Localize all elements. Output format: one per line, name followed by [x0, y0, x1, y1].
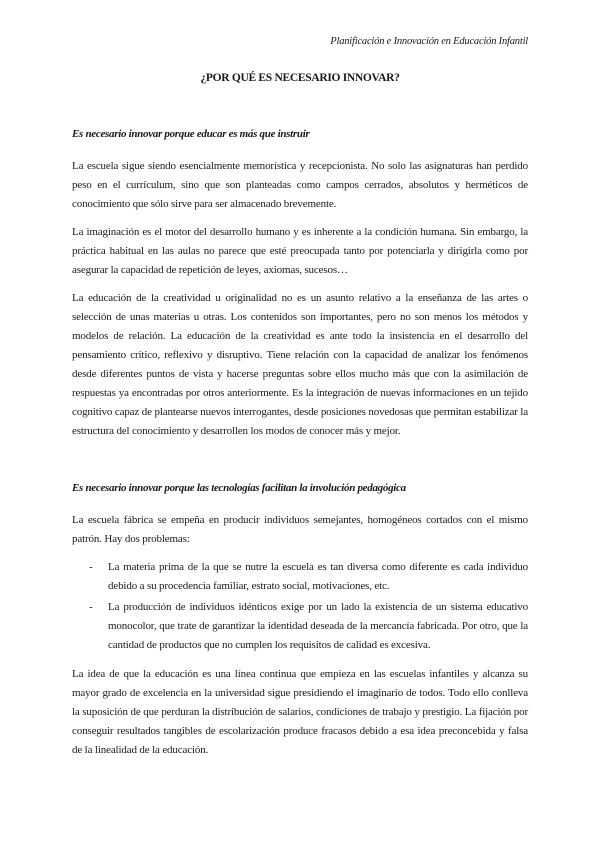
section-educar-instruir	[72, 127, 528, 441]
section-heading: Es necesario innovar porque educar es más que instruir	[72, 128, 310, 140]
paragraph: La idea de que la educación es una línea continua que empieza en las escuelas infantiles y alcanza su mayor grado de excelencia en la universidad sigue presidiendo el imaginario de todos. Todo ello conlleva la suposición de que perduran la distribución de salarios, condiciones de trabajo y prestigio. La fijación por conseguir resultados tangibles de escolarización produce fracasos debido a esa idea preconcebida y falsa de la linealidad de la educación.	[72, 668, 528, 756]
problem-list	[72, 558, 528, 655]
section-tecnologias	[72, 481, 528, 760]
paragraph: La escuela sigue siendo esencialmente memorística y recepcionista. No solo las asignaturas han perdido peso en el currículum, sino que son planteadas como campos cerrados, absolutos y herméticos de conocimiento que sólo sirve para ser almacenado brevemente.	[72, 160, 528, 210]
list-item-text: La producción de individuos idénticos exige por un lado la existencia de un sistema educativo monocolor, que trate de garantizar la identidad deseada de la mercancía fabricada. Por otro, que la cantidad de productos que no cumplen los requisitos de calidad es excesiva.	[108, 601, 528, 651]
paragraph: La escuela fábrica se empeña en producir individuos semejantes, homogéneos cortados con el mismo patrón. Hay dos problemas:	[72, 514, 528, 545]
section-spacer	[72, 450, 528, 481]
list-marker: -	[89, 601, 93, 613]
list-item-text: La materia prima de la que se nutre la escuela es tan diversa como diferente es cada individuo debido a su procedencia familiar, estrato social, motivaciones, etc.	[108, 561, 528, 592]
list-marker: -	[89, 561, 93, 573]
running-header: Planificación e Innovación en Educación Infantil	[330, 36, 528, 47]
paragraph: La educación de la creatividad u originalidad no es un asunto relativo a la enseñanza de las artes o selección de unas materias u otras. Los contenidos son importantes, pero no son menos los métodos y modelos de relación. La educación de la creatividad es ante todo la insistencia en el desarrollo del pensamiento crítico, reflexivo y disruptivo. Tiene relación con la capacidad de analizar los fenómenos desde diferentes puntos de vista y hacerse preguntas sobre ellos mucho más que con la asimilación de respuestas ya encontradas por otros anteriormente. Es la integración de nuevas informaciones en un tejido cognitivo capaz de plantearse nuevos interrogantes, desde posiciones novedosas que permitan estabilizar la estructura del conocimiento y desarrollen los modos de conocer más y mejor.	[72, 292, 528, 437]
list-item	[72, 558, 528, 596]
list-item	[72, 598, 528, 655]
section-heading: Es necesario innovar porque las tecnologías facilitan la involución pedagógica	[72, 482, 406, 494]
paragraph: La imaginación es el motor del desarrollo humano y es inherente a la condición humana. Sin embargo, la práctica habitual en las aulas no parece que esté preocupada tanto por potenciarla y dirigirla como por asegurar la capacidad de repetición de leyes, axiomas, sucesos…	[72, 226, 528, 276]
document-body	[72, 127, 528, 769]
document-title: ¿POR QUÉ ES NECESARIO INNOVAR?	[200, 72, 400, 84]
